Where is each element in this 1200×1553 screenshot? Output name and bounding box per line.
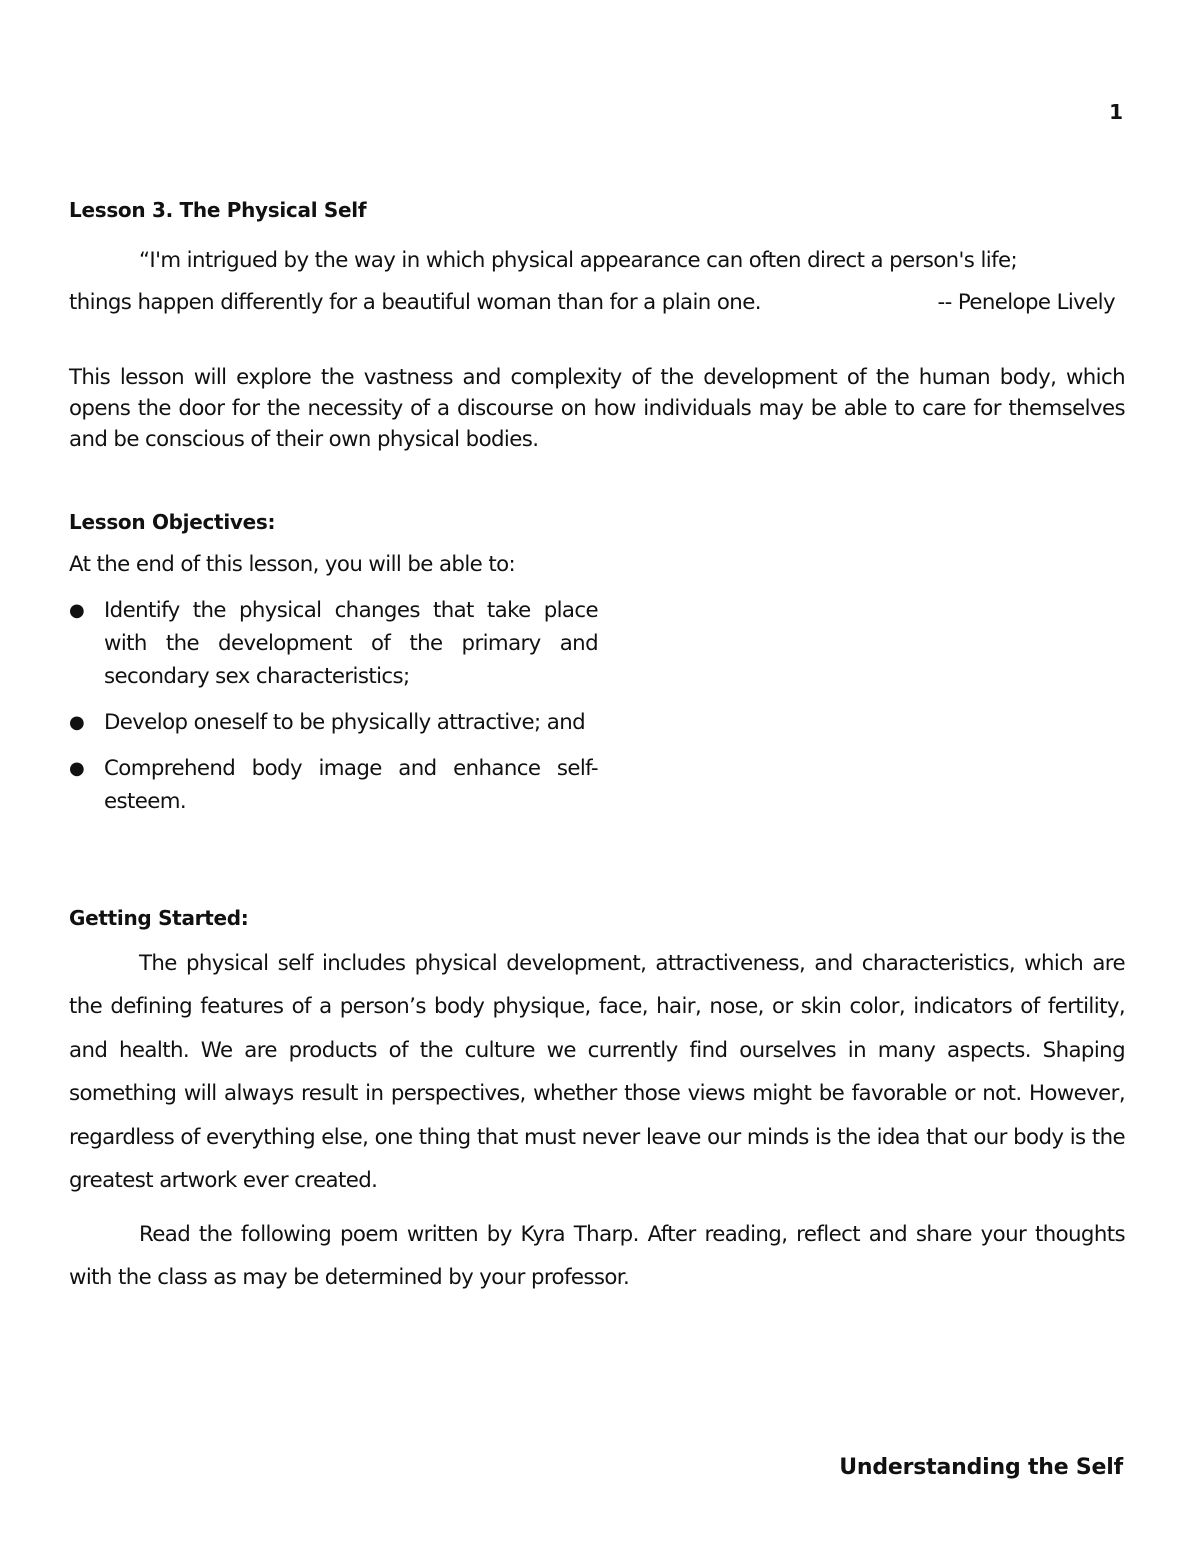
quote-attribution: -- Penelope Lively xyxy=(937,290,1115,315)
epigraph-quote xyxy=(69,240,1125,324)
bullet-icon: ● xyxy=(69,712,85,733)
bullet-icon: ● xyxy=(69,600,85,621)
objective-item xyxy=(69,594,598,693)
objective-item xyxy=(69,706,598,739)
getting-started-paragraph: The physical self includes physical development, attractiveness, and characteristics, which are the defining features of a person’s body physique, face, hair, nose, or skin color, indicators of fertility, and health. We are products of the culture we currently find ourselves in many aspects. Shaping something will always result in perspectives, whether those views might be favorable or not. However, regardless of everything else, one thing that must never leave our minds is the idea that our body is the greatest artwork ever created. xyxy=(69,951,1125,1194)
quote-line-2-text: things happen differently for a beautiful woman than for a plain one. xyxy=(69,290,761,315)
page-number: 1 xyxy=(1109,100,1123,124)
objectives-lead: At the end of this lesson, you will be able to: xyxy=(69,552,516,577)
reading-instruction: Read the following poem written by Kyra Tharp. After reading, reflect and share your thoughts with the class as may be determined by your professor. xyxy=(69,1222,1125,1291)
intro-paragraph: This lesson will explore the vastness and complexity of the development of the human body, which opens the door for the necessity of a discourse on how individuals may be able to care for themselves and be conscious of their own physical bodies. xyxy=(69,365,1125,452)
quote-line-2 xyxy=(69,282,1125,324)
bullet-icon: ● xyxy=(69,758,85,779)
objective-text: Develop oneself to be physically attractive; and xyxy=(104,710,586,735)
lesson-title: Lesson 3. The Physical Self xyxy=(69,198,367,222)
objective-text: Identify the physical changes that take place with the development of the primary and secondary sex characteristics; xyxy=(104,598,598,689)
objective-item xyxy=(69,752,598,818)
objective-text: Comprehend body image and enhance self-esteem. xyxy=(104,756,598,814)
objectives-heading: Lesson Objectives: xyxy=(69,510,276,534)
getting-started-heading: Getting Started: xyxy=(69,906,249,930)
footer-title: Understanding the Self xyxy=(839,1455,1123,1480)
objectives-list xyxy=(69,594,598,831)
quote-line-1: “I'm intrigued by the way in which physical appearance can often direct a person's life; xyxy=(139,248,1018,273)
